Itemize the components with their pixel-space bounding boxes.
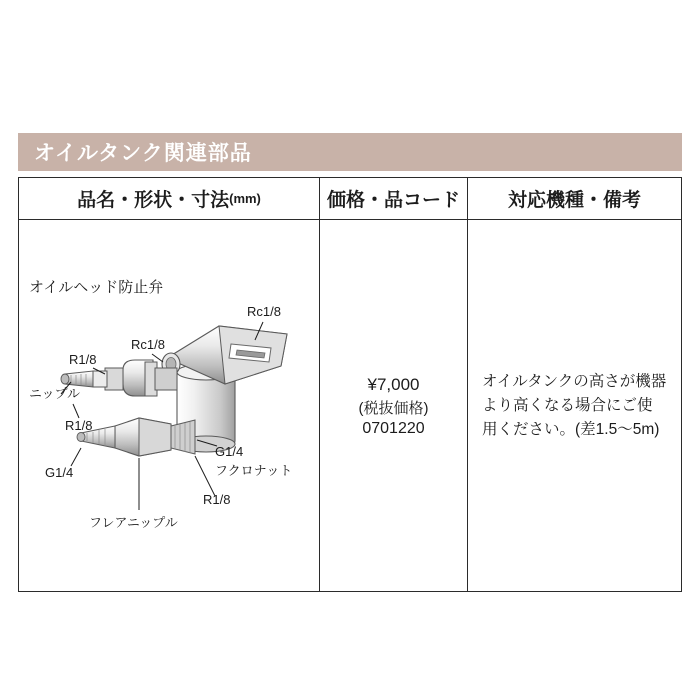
- diagram-label-rc18-side: Rc1/8: [131, 337, 165, 352]
- column-header-name-label: 品名・形状・寸法: [77, 190, 230, 211]
- cell-price: [319, 220, 467, 592]
- diagram-label-r18-lower: R1/8: [203, 492, 231, 507]
- diagram-label-r18-upper: R1/8: [69, 352, 97, 367]
- diagram-label-nipple: ニップル: [29, 386, 80, 401]
- cell-remarks: [467, 220, 681, 592]
- column-header-price-label: 価格・品コード: [326, 190, 460, 211]
- diagram-label-r18-left: R1/8: [65, 418, 93, 433]
- price-value: ¥7,000: [367, 374, 420, 394]
- product-code: 0701220: [362, 419, 425, 437]
- product-diagram: [19, 300, 319, 550]
- column-header-price: [319, 178, 467, 219]
- diagram-label-g14-nut: G1/4: [215, 444, 244, 459]
- cell-product: [19, 220, 319, 592]
- column-header-remarks-label: 対応機種・備考: [507, 190, 641, 211]
- price-note: (税抜価格): [358, 399, 429, 417]
- table-header-row: [19, 178, 681, 220]
- diagram-label-g14-left: G1/4: [45, 465, 74, 480]
- column-header-name-unit: (mm): [229, 191, 261, 206]
- diagram-label-rc18-top: Rc1/8: [247, 304, 281, 319]
- remarks-text: オイルタンクの高さが機器より高くなる場合にご使用ください。(差1.5〜5m): [482, 372, 667, 438]
- column-header-name: [19, 178, 319, 219]
- table-row: [19, 220, 681, 592]
- diagram-label-fukuro-nut: フクロナット: [215, 463, 293, 478]
- diagram-label-flare-nipple: フレアニップル: [89, 515, 178, 530]
- section-header-bar: [18, 133, 682, 171]
- section-title: オイルタンク関連部品: [34, 142, 252, 165]
- parts-table: [18, 177, 682, 592]
- product-name: オイルヘッド防止弁: [29, 279, 164, 296]
- column-header-remarks: [467, 178, 681, 219]
